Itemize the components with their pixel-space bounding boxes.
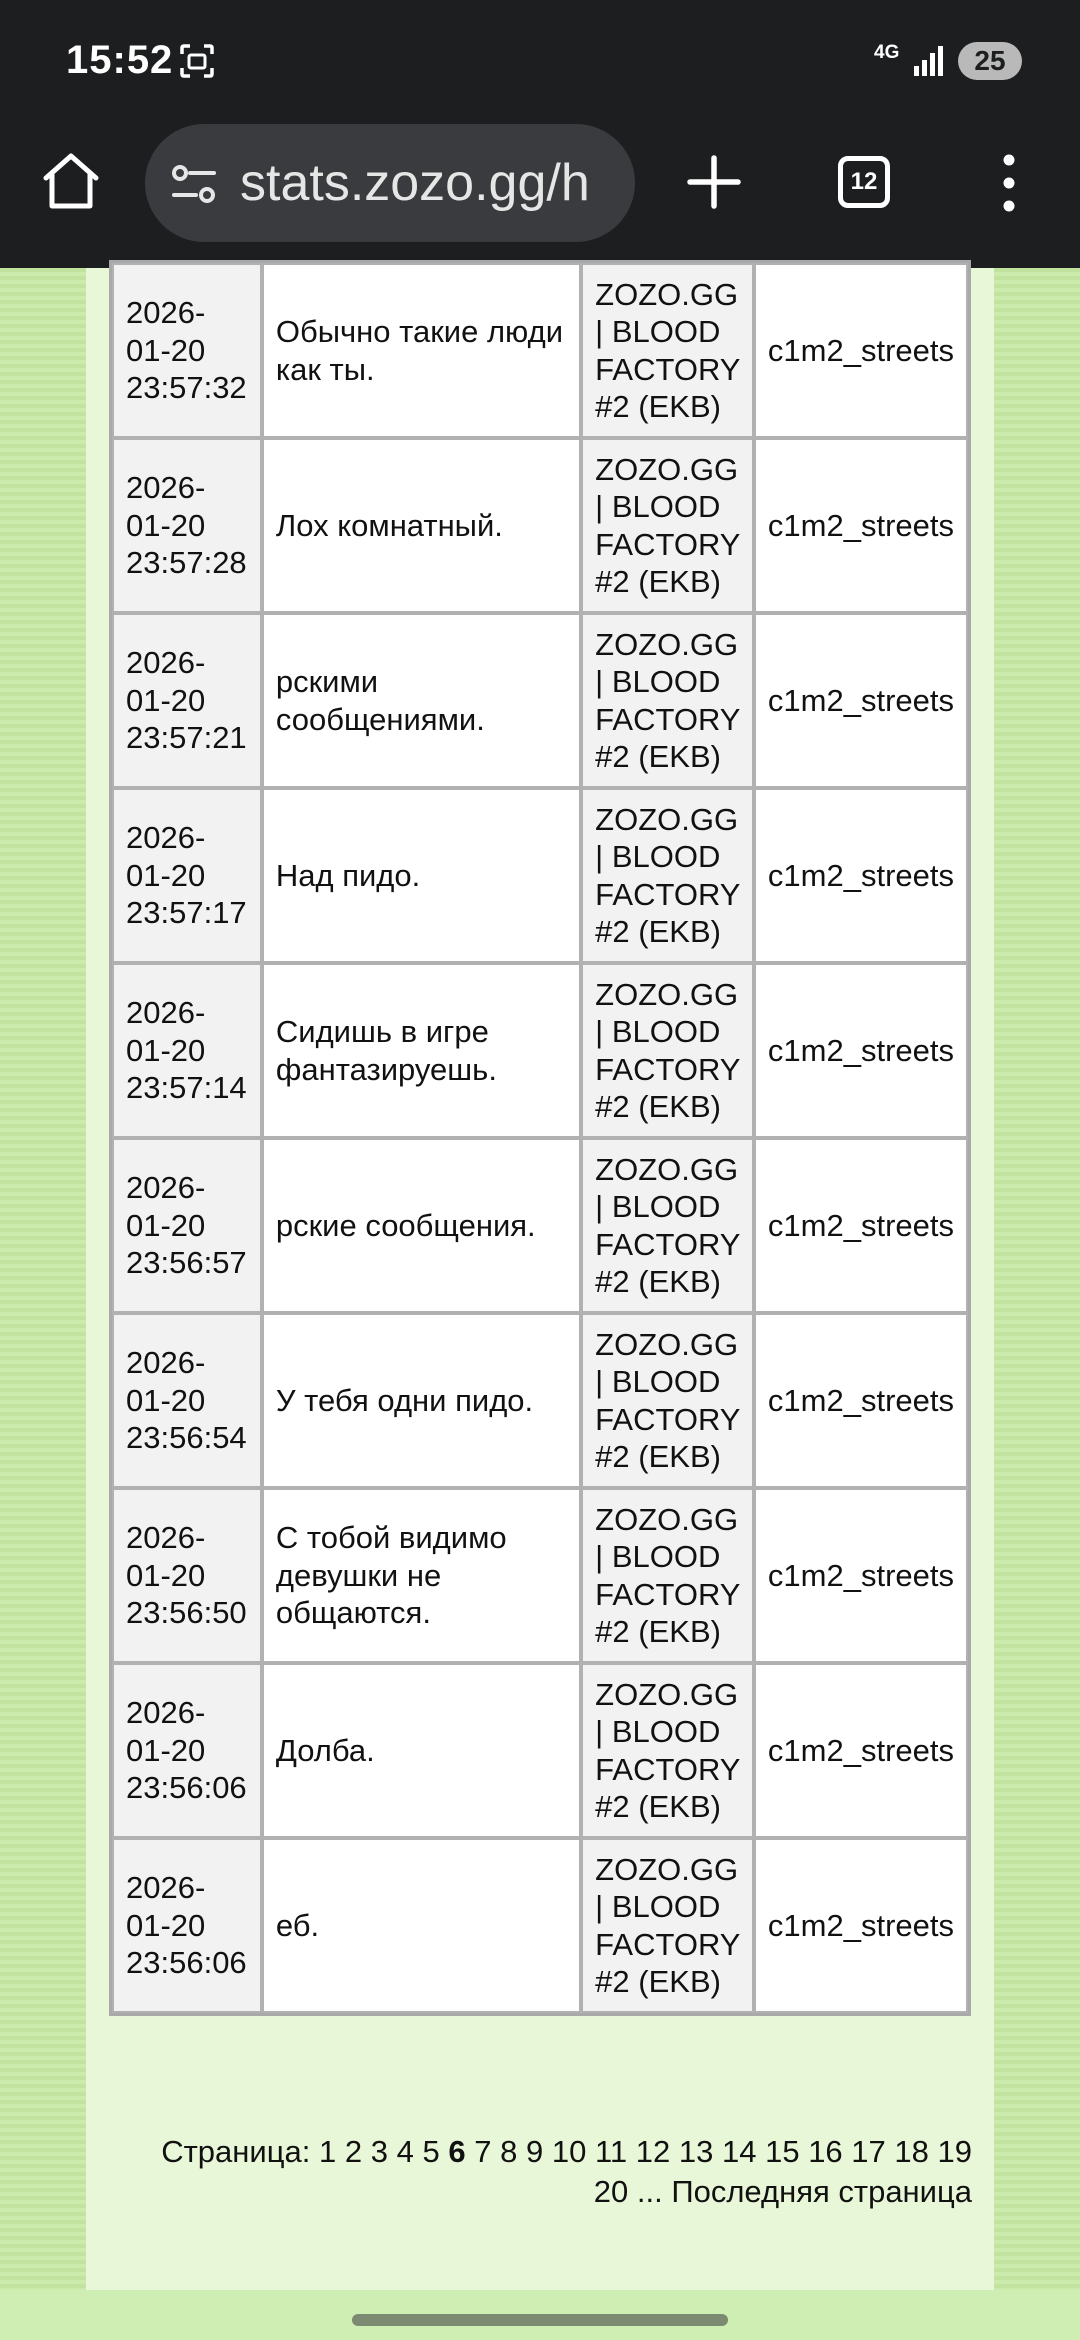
page-link[interactable]: 20 [593, 2174, 629, 2209]
message-date: 2026-01-20 23:57:21 [112, 613, 262, 788]
message-text: Сидишь в игре фантазируешь. [262, 963, 581, 1138]
message-text: Над пидо. [262, 788, 581, 963]
table-row [112, 438, 968, 613]
table-row [112, 963, 968, 1138]
page-link[interactable]: 14 [721, 2134, 757, 2169]
tab-switcher-button[interactable]: 12 [838, 156, 890, 208]
message-text: рские сообщения. [262, 1138, 581, 1313]
server-name: ZOZO.GG | BLOOD FACTORY #2 (EKB) [581, 438, 754, 613]
page-link[interactable]: 4 [396, 2134, 414, 2169]
map-name: c1m2_streets [754, 1138, 968, 1313]
last-page-link[interactable]: Последняя страница [671, 2174, 972, 2209]
table-row [112, 1663, 968, 1838]
url-text[interactable]: stats.zozo.gg/h [240, 154, 590, 212]
server-name: ZOZO.GG | BLOOD FACTORY #2 (EKB) [581, 788, 754, 963]
message-date: 2026-01-20 23:56:57 [112, 1138, 262, 1313]
battery-icon: 25 [958, 42, 1022, 80]
page-link[interactable]: 19 [937, 2134, 972, 2169]
map-name: c1m2_streets [754, 788, 968, 963]
message-date: 2026-01-20 23:56:06 [112, 1838, 262, 2013]
page-link[interactable]: 9 [525, 2134, 544, 2169]
map-name: c1m2_streets [754, 1488, 968, 1663]
page-link[interactable]: 1 [318, 2134, 337, 2169]
message-text: У тебя одни пидо. [262, 1313, 581, 1488]
page-link[interactable]: 8 [500, 2134, 518, 2169]
server-name: ZOZO.GG | BLOOD FACTORY #2 (EKB) [581, 613, 754, 788]
page-current: 6 [448, 2134, 466, 2169]
table-row [112, 788, 968, 963]
table-row [112, 263, 968, 438]
message-date: 2026-01-20 23:57:32 [112, 263, 262, 438]
map-name: c1m2_streets [754, 963, 968, 1138]
map-name: c1m2_streets [754, 1663, 968, 1838]
more-menu-icon[interactable] [994, 150, 1024, 216]
page-link[interactable]: 17 [851, 2134, 886, 2169]
status-bar [0, 0, 1080, 125]
page-link[interactable]: 11 [594, 2134, 628, 2169]
pagination [120, 2132, 972, 2212]
table-row [112, 1313, 968, 1488]
map-name: c1m2_streets [754, 1838, 968, 2013]
page-link[interactable]: 12 [635, 2134, 671, 2169]
signal-icon [912, 44, 944, 78]
table-row [112, 1838, 968, 2013]
site-settings-icon[interactable] [170, 162, 218, 206]
message-text: еб. [262, 1838, 581, 2013]
server-name: ZOZO.GG | BLOOD FACTORY #2 (EKB) [581, 1663, 754, 1838]
message-text: рскими сообщениями. [262, 613, 581, 788]
server-name: ZOZO.GG | BLOOD FACTORY #2 (EKB) [581, 1488, 754, 1663]
page-link[interactable]: 3 [370, 2134, 388, 2169]
server-name: ZOZO.GG | BLOOD FACTORY #2 (EKB) [581, 1138, 754, 1313]
map-name: c1m2_streets [754, 263, 968, 438]
map-name: c1m2_streets [754, 1313, 968, 1488]
map-name: c1m2_streets [754, 438, 968, 613]
server-name: ZOZO.GG | BLOOD FACTORY #2 (EKB) [581, 963, 754, 1138]
table-row [112, 1488, 968, 1663]
home-icon[interactable] [38, 148, 104, 214]
message-date: 2026-01-20 23:57:17 [112, 788, 262, 963]
page-link[interactable]: 5 [422, 2134, 440, 2169]
pagination-ellipsis: ... [636, 2174, 663, 2209]
clock: 15:52 [66, 38, 174, 82]
pagination-label: Страница: [161, 2134, 311, 2169]
message-text: Долба. [262, 1663, 581, 1838]
message-date: 2026-01-20 23:56:50 [112, 1488, 262, 1663]
message-text: Лох комнатный. [262, 438, 581, 613]
table-row [112, 613, 968, 788]
page-link[interactable]: 15 [765, 2134, 800, 2169]
screenshot-icon [180, 44, 214, 78]
page-link[interactable]: 18 [894, 2134, 929, 2169]
message-text: Обычно такие люди как ты. [262, 263, 581, 438]
table-row [112, 1138, 968, 1313]
chat-log-table [109, 260, 971, 2016]
server-name: ZOZO.GG | BLOOD FACTORY #2 (EKB) [581, 1313, 754, 1488]
network-type: 4G [874, 42, 900, 63]
server-name: ZOZO.GG | BLOOD FACTORY #2 (EKB) [581, 263, 754, 438]
new-tab-icon[interactable] [684, 152, 744, 212]
page-link[interactable]: 13 [678, 2134, 714, 2169]
page-link[interactable]: 10 [551, 2134, 587, 2169]
page-link[interactable]: 16 [808, 2134, 843, 2169]
message-text: С тобой видимо девушки не общаются. [262, 1488, 581, 1663]
server-name: ZOZO.GG | BLOOD FACTORY #2 (EKB) [581, 1838, 754, 2013]
message-date: 2026-01-20 23:57:14 [112, 963, 262, 1138]
page-link[interactable]: 7 [474, 2134, 492, 2169]
message-date: 2026-01-20 23:56:06 [112, 1663, 262, 1838]
map-name: c1m2_streets [754, 613, 968, 788]
home-gesture-handle[interactable] [352, 2314, 728, 2326]
page-link[interactable]: 2 [344, 2134, 363, 2169]
message-date: 2026-01-20 23:57:28 [112, 438, 262, 613]
message-date: 2026-01-20 23:56:54 [112, 1313, 262, 1488]
